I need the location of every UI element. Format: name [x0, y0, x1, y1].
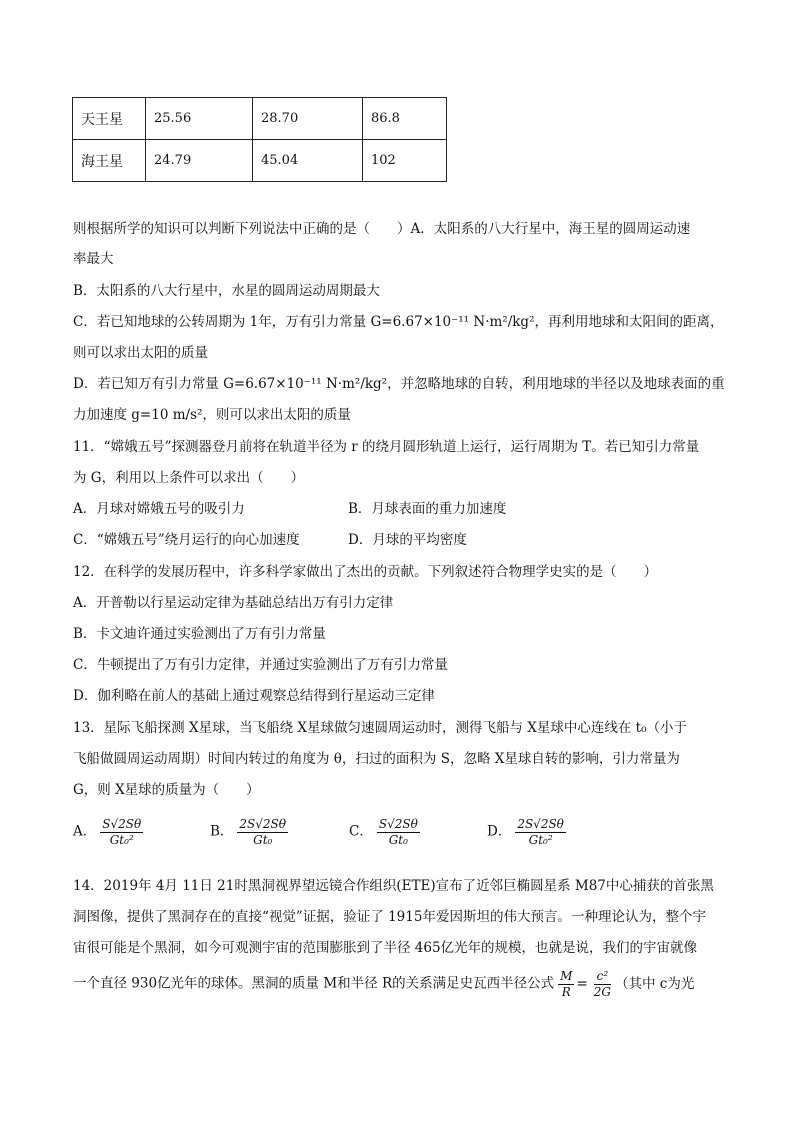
- q14-line: 洞图像，提供了黑洞存在的直接“视觉”证据，验证了 1915年爱因斯坦的伟大预言。一种理论认为，整个宇: [73, 909, 706, 925]
- q10-option-b: B．太阳系的八大行星中，水星的圆周运动周期最大: [73, 283, 380, 299]
- formula-rhs: [594, 968, 611, 1000]
- table-cell: 海王星: [73, 140, 146, 182]
- numerator: 2S√2Sθ: [239, 817, 287, 831]
- q11-stem-line: 为 G，利用以上条件可以求出（ ）: [73, 470, 305, 486]
- q13-stem-line: G，则 X星球的质量为（ ）: [73, 782, 260, 798]
- q13-stem-line: 飞船做圆周运动周期）时间内转过的角度为 θ，扫过的面积为 S，忽略 X星球自转的影响，引力常量为: [73, 751, 680, 767]
- q13-option-d: [487, 816, 566, 848]
- q12-stem: 12．在科学的发展历程中，许多科学家做出了杰出的贡献。下列叙述符合物理学史实的是（ ）: [73, 564, 658, 580]
- denominator: Gt₀: [388, 833, 408, 847]
- q14-text: 一个直径 930亿光年的球体。黑洞的质量 M和半径 R的关系满足史瓦西半径公式: [73, 975, 555, 992]
- q11-option-d: D．月球的平均密度: [348, 532, 467, 548]
- table-cell: 24.79: [146, 140, 253, 182]
- option-label: C．: [349, 823, 373, 840]
- denominator: Gt₀²: [109, 833, 134, 847]
- numerator: 2S√2Sθ: [517, 817, 564, 831]
- table-cell: 25.56: [146, 98, 253, 140]
- fraction: [100, 816, 143, 848]
- q13-stem-line: 13．星际飞船探测 X星球，当飞船绕 X星球做匀速圆周运动时，测得飞船与 X星球中心连线在 t₀（小于: [73, 720, 688, 736]
- denominator: Gt₀: [253, 833, 273, 847]
- q14-line: 宙很可能是个黑洞，如今可观测宇宙的范围膨胀到了半径 465亿光年的规模，也就是说，我们的宇宙就像: [73, 940, 698, 956]
- table-row: [73, 140, 447, 182]
- q11-option-a: A．月球对嫦娥五号的吸引力: [73, 501, 245, 517]
- planet-data-table: [72, 97, 447, 182]
- q10-stem-line: 率最大: [73, 251, 114, 267]
- q12-option-b: B．卡文迪许通过实验测出了万有引力常量: [73, 626, 326, 642]
- q10-option-c: 则可以求出太阳的质量: [73, 345, 208, 361]
- numerator: c²: [594, 968, 611, 985]
- option-label: A．: [73, 823, 97, 840]
- q10-stem-line: 则根据所学的知识可以判断下列说法中正确的是（ ）A．太阳系的八大行星中，海王星的圆周运动速: [73, 221, 691, 237]
- q10-option-c: C．若已知地球的公转周期为 1年，万有引力常量 G=6.67×10⁻¹¹ N·m²/kg²，再利用地球和太阳间的距离，: [73, 314, 724, 330]
- table-cell: 天王星: [73, 98, 146, 140]
- fraction: [237, 816, 288, 848]
- q10-option-d: 力加速度 g=10 m/s²，则可以求出太阳的质量: [73, 407, 351, 423]
- q14-line: 14．2019年 4月 11日 21时黑洞视界望远镜合作组织(ETE)宣布了近邻巨椭圆星系 M87中心捕获的首张黑: [73, 878, 714, 894]
- q14-line: [73, 968, 694, 1000]
- q12-option-d: D．伽利略在前人的基础上通过观察总结得到行星运动三定律: [73, 688, 435, 704]
- q13-option-c: [349, 816, 420, 848]
- numerator: M: [560, 969, 573, 983]
- q11-option-b: B．月球表面的重力加速度: [348, 501, 507, 517]
- fraction: [515, 816, 566, 848]
- q14-text: （其中 c为光: [614, 975, 695, 992]
- table-cell: 45.04: [253, 140, 363, 182]
- numerator: S√2Sθ: [102, 817, 142, 831]
- denominator: 2G: [593, 985, 611, 999]
- fraction: [377, 816, 420, 848]
- table-row: [73, 98, 447, 140]
- q12-option-a: A．开普勒以行星运动定律为基础总结出万有引力定律: [73, 595, 394, 611]
- q11-option-c: C．“嫦娥五号”绕月运行的向心加速度: [73, 532, 300, 548]
- table-cell: 102: [363, 140, 447, 182]
- q13-option-b: [210, 816, 288, 848]
- q13-option-a: [73, 816, 143, 848]
- option-label: B．: [210, 823, 234, 840]
- denominator: R: [561, 985, 571, 999]
- q12-option-c: C．牛顿提出了万有引力定律，并通过实验测出了万有引力常量: [73, 657, 448, 673]
- formula-lhs: [558, 968, 574, 1000]
- equals-sign: =: [576, 975, 588, 992]
- numerator: S√2Sθ: [378, 817, 418, 831]
- option-label: D．: [487, 823, 512, 840]
- denominator: Gt₀²: [528, 833, 553, 847]
- table-cell: 86.8: [363, 98, 447, 140]
- q11-stem-line: 11．“嫦娥五号”探测器登月前将在轨道半径为 r 的绕月圆形轨道上运行，运行周期为 T。若已知引力常量: [73, 439, 700, 455]
- q10-option-d: D．若已知万有引力常量 G=6.67×10⁻¹¹ N·m²/kg²，并忽略地球的自转，利用地球的半径以及地球表面的重: [73, 376, 725, 392]
- table-cell: 28.70: [253, 98, 363, 140]
